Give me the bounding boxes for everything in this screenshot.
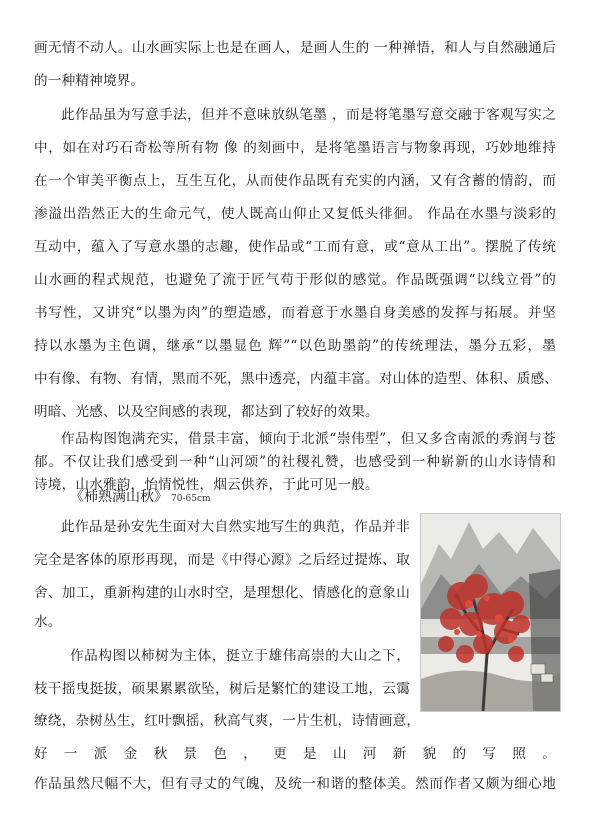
artwork-title: 《柿熟满山秋》 (70, 489, 168, 505)
section-line-2: 完全是客体的原形再现，而是《中得心源》之后经过提炼、取 (34, 552, 410, 568)
artwork-size: 70-65cm (171, 494, 211, 504)
body-line-2: 的一种精神境界。 (34, 73, 145, 89)
section-line-3: 舍、加工，重新构建的山水时空，是理想化、情感化的意象山 (34, 585, 410, 601)
section-line-5: 作品构图以柿树为主体，挺立于雄伟高崇的大山之下， (70, 648, 410, 664)
body-line-3: 此作品虽为写意手法，但并不意味放纵笔墨 ，而是将笔墨写意交融于客观写实之 (61, 107, 556, 123)
body-line-10: 持以水墨为主色调，继承“以墨显色 辉”“以色助墨韵”的传统理法，墨分五彩，墨 (34, 338, 556, 354)
section-line-7: 缭绕，杂树丛生，红叶飘摇，秋高气爽，一片生机，诗情画意， (34, 713, 421, 729)
section-line-8: 好 一 派 金 秋 景 色 ， 更 是 山 河 新 貌 的 写 照 。 (34, 746, 556, 762)
body-line-8: 山水画的程式规范，也避免了流于匠气苟于形似的感觉。作品既强调“以线立骨”的 (34, 272, 556, 288)
section-line-1: 此作品是孙安先生面对大自然实地写生的典范，作品并非 (61, 519, 410, 535)
persimmon-painting-image (420, 513, 561, 712)
persimmon-tree-landscape-icon (421, 514, 560, 711)
body-line-15: 诗境，山水雅韵，怡情悦性，烟云供养，于此可见一般。 (34, 477, 379, 493)
body-line-11: 中有像、有物、有情，黑而不死，黑中透亮，内蕴丰富。对山体的造型、体积、质感、 (34, 371, 559, 387)
section-line-4: 水。 (34, 614, 62, 630)
artwork-heading (70, 486, 211, 506)
body-line-5: 在一个审美平衡点上，互生互化，从而使作品既有充实的内涵，又有含蓄的情韵，而 (34, 173, 556, 189)
section-line-9: 作品虽然尺幅不大，但有寻丈的气魄，及统一和谐的整体美。然而作者又颇为细心地 (34, 776, 556, 792)
body-line-9: 书写性，又讲究“以墨为肉”的塑造感，而着意于水墨自身美感的发挥与拓展。并坚 (34, 305, 556, 321)
body-line-7: 互动中，蕴入了写意水墨的志趣，使作品或“工而有意，或“意从工出”。摆脱了传统 (34, 239, 556, 255)
body-line-14: 郁。不仅让我们感受到一种“山河颂”的社稷礼赞，也感受到一种崭新的山水诗情和 (34, 454, 556, 470)
section-line-6: 枝干摇曳挺拔，硕果累累欲坠，树后是繁忙的建设工地，云霭 (34, 681, 410, 697)
body-line-4: 中，如在对巧石奇松等所有物 像 的刻画中，是将笔墨语言与物象再现，巧妙地维持 (34, 140, 556, 156)
body-line-13: 作品构图饱满充实，借景丰富，倾向于北派“崇伟型”，但又多含南派的秀润与苍 (61, 431, 556, 447)
body-line-12: 明暗、光感、以及空间感的表现，都达到了较好的效果。 (34, 404, 379, 420)
body-line-1: 画无情不动人。山水画实际上也是在画人，是画人生的 一种禅悟，和人与自然融通后 (34, 40, 556, 56)
body-line-6: 渗溢出浩然正大的生命元气，使人既高山仰止又复低头徘徊。 作品在水墨与淡彩的 (34, 206, 556, 222)
